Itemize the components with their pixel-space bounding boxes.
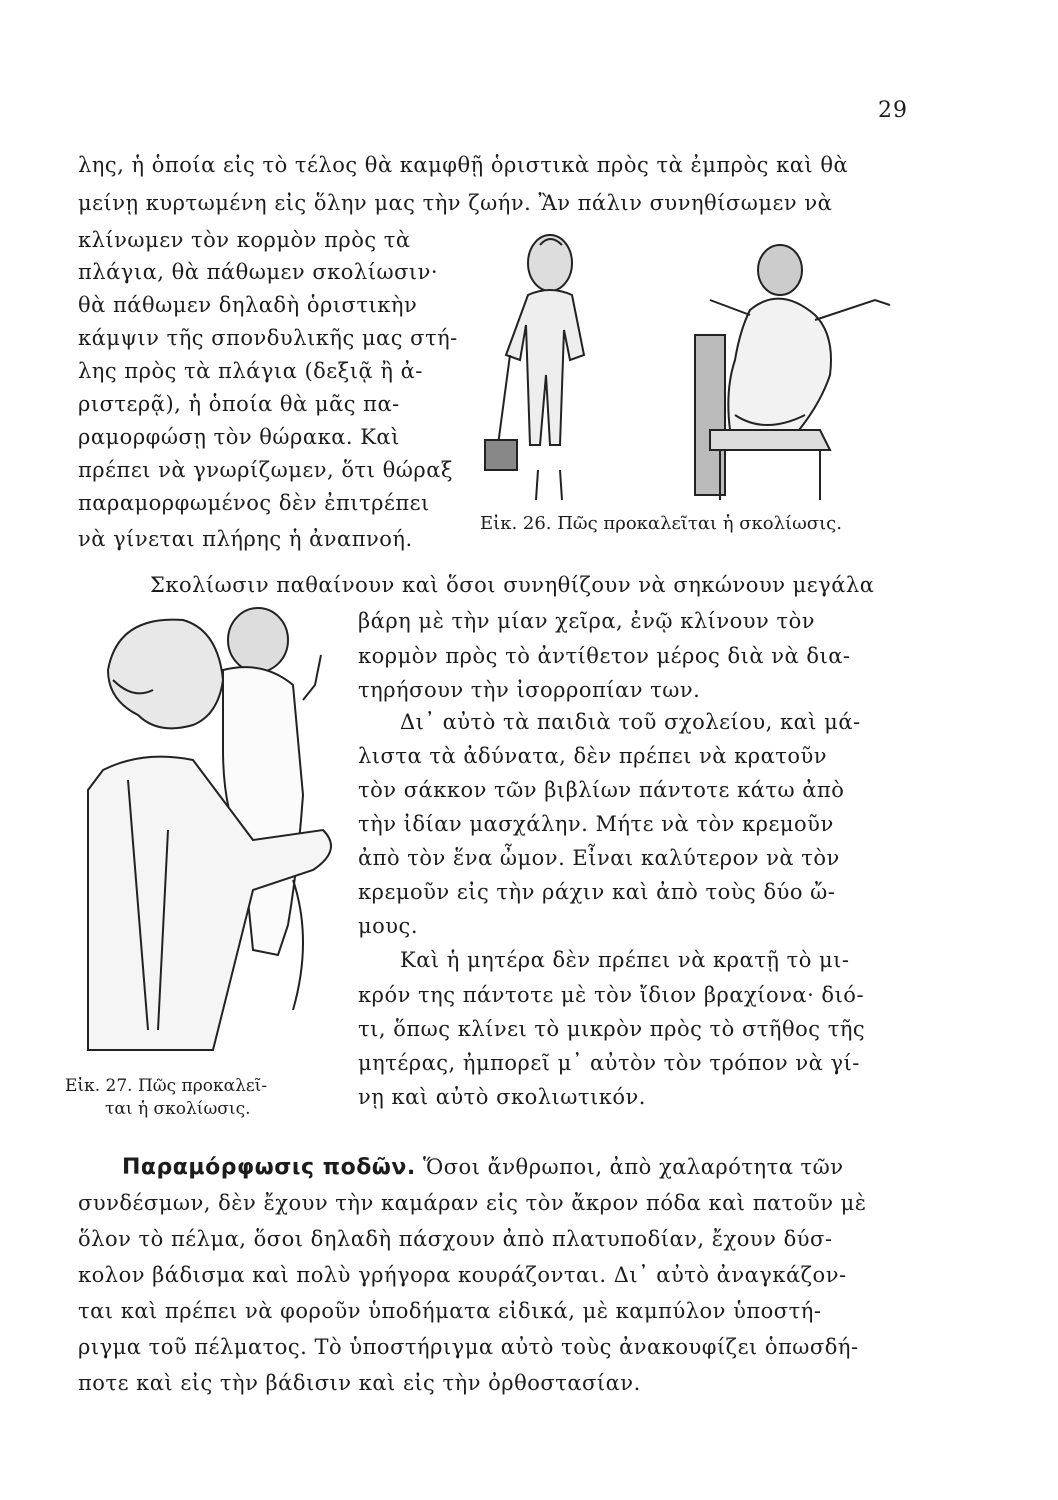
section-first-line-text: Ὅσοι ἄνθρωποι, ἀπὸ χαλαρότητα τῶν [422, 1155, 844, 1179]
text-line: Καὶ ἡ μητέρα δὲν πρέπει νὰ κρατῇ τὸ μι- [400, 948, 850, 972]
text-line: μείνῃ κυρτωμένη εἰς ὅλην μας τὴν ζωήν. Ἂν πάλιν συνηθίσωμεν νὰ [78, 191, 833, 215]
figure-27-caption: Εἰκ. 27. Πῶς προκαλεῖ- [65, 1076, 268, 1096]
text-line: πλάγια, θὰ πάθωμεν σκολίωσιν· [78, 260, 439, 284]
text-line: νὰ γίνεται πλήρης ἡ ἀναπνοή. [78, 527, 413, 551]
text-line: ἀπὸ τὸν ἕνα ὦμον. Εἶναι καλύτερον νὰ τὸν [358, 846, 840, 870]
section-heading: Παραμόρφωσις ποδῶν. [122, 1155, 416, 1180]
text-line: Σκολίωσιν παθαίνουν καὶ ὅσοι συνηθίζουν νὰ σηκώνουν μεγάλα [150, 573, 875, 597]
text-line: λης πρὸς τὰ πλάγια (δεξιᾷ ἢ ἀ- [78, 359, 423, 383]
text-line: μητέρας, ἠμπορεῖ μ᾽ αὐτὸν τὸν τρόπον νὰ γί- [358, 1051, 860, 1075]
text-line: τι, ὅπως κλίνει τὸ μικρὸν πρὸς τὸ στῆθος τῆς [358, 1017, 866, 1041]
text-line: ὅλον τὸ πέλμα, ὅσοι δηλαδὴ πάσχουν ἀπὸ πλατυποδίαν, ἔχουν δύσ- [78, 1227, 833, 1251]
text-line: κολον βάδισμα καὶ πολὺ γρήγορα κουράζονται. Δι᾽ αὐτὸ ἀναγκάζον- [78, 1263, 847, 1287]
section-first-line [122, 1152, 844, 1183]
text-line: συνδέσμων, δὲν ἔχουν τὴν καμάραν εἰς τὸν ἄκρον πόδα καὶ πατοῦν μὲ [78, 1191, 867, 1215]
text-line: κάμψιν τῆς σπονδυλικῆς μας στή- [78, 326, 458, 350]
text-line: ποτε καὶ εἰς τὴν βάδισιν καὶ εἰς τὴν ὀρθοστασίαν. [78, 1371, 641, 1395]
text-line: ραμορφώσῃ τὸν θώρακα. Καὶ [78, 425, 400, 449]
text-line: πρέπει νὰ γνωρίζωμεν, ὅτι θώραξ [78, 458, 453, 482]
text-line: βάρη μὲ τὴν μίαν χεῖρα, ἐνῷ κλίνουν τὸν [358, 609, 816, 633]
figure-27-caption: ται ἡ σκολίωσις. [105, 1099, 251, 1119]
text-line: τὸν σάκκον τῶν βιβλίων πάντοτε κάτω ἀπὸ [358, 778, 845, 802]
text-line: ριστερᾷ), ἡ ὁποία θὰ μᾶς πα- [78, 392, 400, 416]
figure-26-illustration [480, 225, 900, 515]
text-line: Δι᾽ αὐτὸ τὰ παιδιὰ τοῦ σχολείου, καὶ μά- [400, 710, 861, 734]
figure-26-caption: Εἰκ. 26. Πῶς προκαλεῖται ἡ σκολίωσις. [480, 513, 842, 534]
text-line: κρόν της πάντοτε μὲ τὸν ἴδιον βραχίονα· διό- [358, 983, 865, 1007]
text-line: τὴν ἰδίαν μασχάλην. Μήτε νὰ τὸν κρεμοῦν [358, 812, 834, 836]
text-line: ριγμα τοῦ πέλματος. Τὸ ὑποστήριγμα αὐτὸ τοὺς ἀνακουφίζει ὁπωσδή- [78, 1335, 859, 1359]
text-line: ται καὶ πρέπει νὰ φοροῦν ὑποδήματα εἰδικά, μὲ καμπύλον ὑποστή- [78, 1299, 822, 1323]
text-line: λης, ἡ ὁποία εἰς τὸ τέλος θὰ καμφθῇ ὁριστικὰ πρὸς τὰ ἐμπρὸς καὶ θὰ [78, 153, 849, 177]
figure-27-illustration [78, 600, 348, 1070]
text-line: λιστα τὰ ἀδύνατα, δὲν πρέπει νὰ κρατοῦν [358, 744, 828, 768]
text-line: τηρήσουν τὴν ἰσορροπίαν των. [358, 678, 701, 702]
text-line: θὰ πάθωμεν δηλαδὴ ὁριστικὴν [78, 293, 418, 317]
text-line: μους. [358, 914, 418, 938]
text-line: κορμὸν πρὸς τὸ ἀντίθετον μέρος διὰ νὰ δια- [358, 644, 851, 668]
text-line: νῃ καὶ αὐτὸ σκολιωτικόν. [358, 1085, 646, 1109]
text-line: κλίνωμεν τὸν κορμὸν πρὸς τὰ [78, 228, 411, 252]
text-line: κρεμοῦν εἰς τὴν ράχιν καὶ ἀπὸ τοὺς δύο ὤ- [358, 880, 836, 904]
text-line: παραμορφωμένος δὲν ἐπιτρέπει [78, 491, 430, 515]
page-number: 29 [878, 98, 908, 123]
